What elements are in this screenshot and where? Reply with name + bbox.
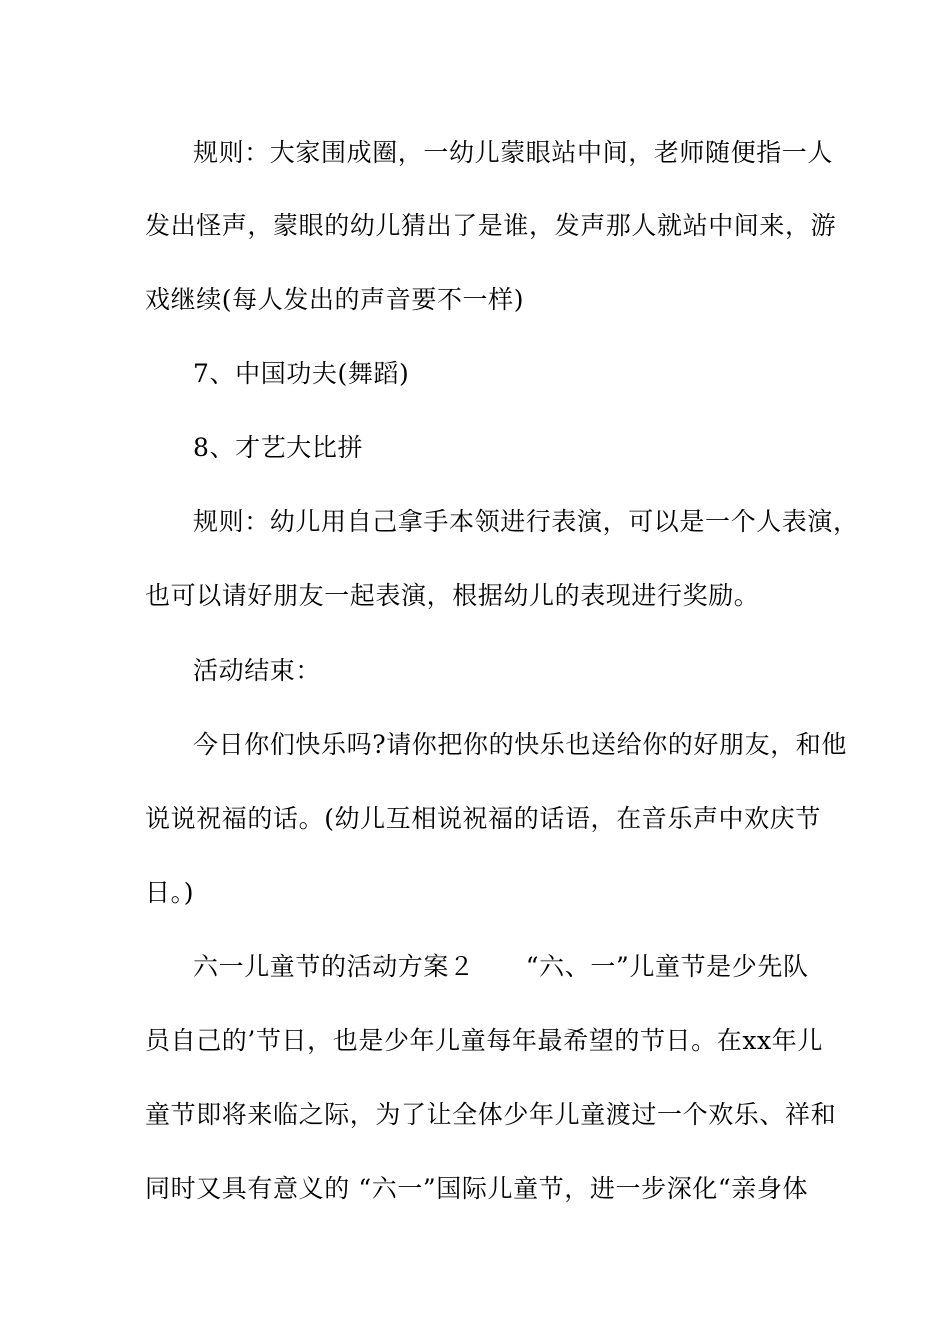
text-line: 日。) — [145, 878, 195, 907]
text-line: 员自己的’节日，也是少年儿童每年最希望的节日。在xx年儿 — [145, 1026, 823, 1055]
text-line: 规则：幼儿用自己拿手本领进行表演，可以是一个人表演， — [193, 507, 859, 536]
text-line: 今日你们快乐吗?请你把你的快乐也送给你的好朋友，和他 — [193, 730, 848, 759]
text-line: 戏继续(每人发出的声音要不一样) — [145, 285, 525, 314]
text-line: 六一儿童节的活动方案２ “六、一”儿童节是少先队 — [193, 952, 809, 981]
text-line: 规则：大家围成圈，一幼儿蒙眼站中间，老师随便指一人 — [193, 138, 834, 167]
text-line: 童节即将来临之际，为了让全体少年儿童渡过一个欢乐、祥和 — [145, 1100, 837, 1129]
text-line: 发出怪声，蒙眼的幼儿猜出了是谁，发声那人就站中间来，游 — [145, 211, 837, 240]
text-line: 8、才艺大比拼 — [193, 433, 364, 462]
text-line: 活动结束： — [193, 656, 322, 685]
text-line: 7、中国功夫(舞蹈) — [193, 359, 410, 388]
text-line: 也可以请好朋友一起表演，根据幼儿的表现进行奖励。 — [145, 581, 760, 610]
text-line: 说说祝福的话。(幼儿互相说祝福的话语，在音乐声中欢庆节 — [145, 804, 821, 833]
text-line: 同时又具有意义的 “六一”国际儿童节，进一步深化“亲身体 — [145, 1174, 809, 1203]
